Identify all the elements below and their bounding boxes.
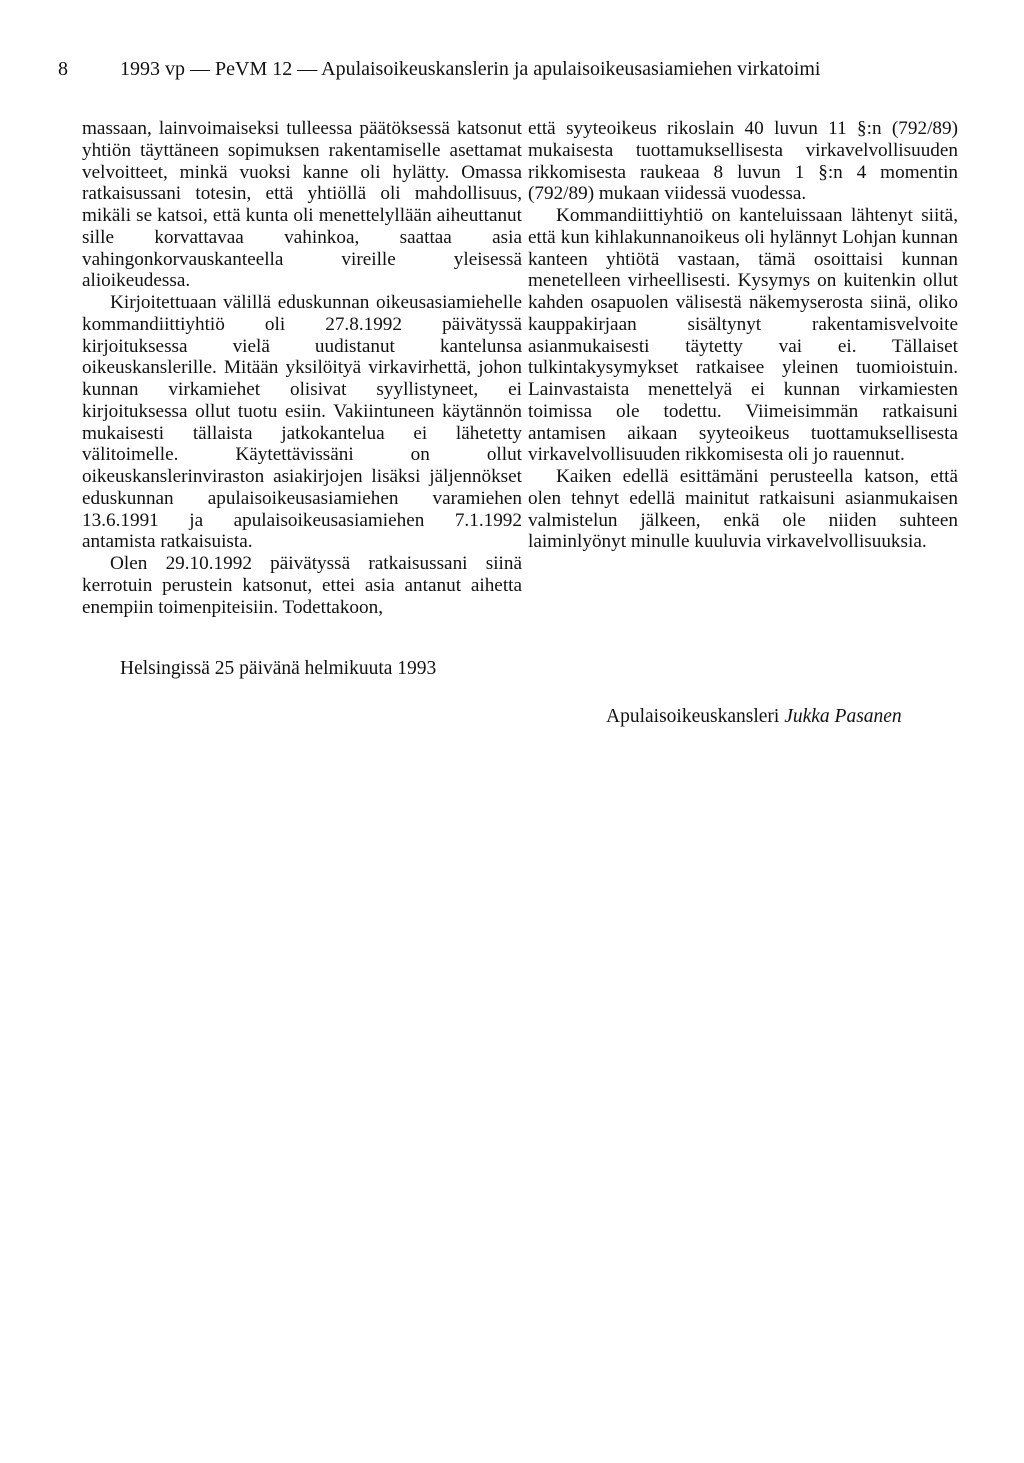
- signature-line: [606, 706, 902, 728]
- left-column: [82, 118, 522, 618]
- right-paragraph-3: Kaiken edellä esittämäni perusteella katson, että olen tehnyt edellä mainitut ratkaisuni asianmukaisen valmistelun jälkeen, enkä ole niiden suhteen laiminlyönyt minulle kuuluvia virkavelvollisuuksia.: [528, 466, 958, 553]
- page-header: [58, 58, 958, 88]
- signer-name: Jukka Pasanen: [784, 706, 902, 727]
- right-paragraph-1: että syyteoikeus rikoslain 40 luvun 11 §:n (792/89) mukaisesta tuottamuksellisesta virkavelvollisuuden rikkomisesta raukeaa 8 luvun 1 §:n 4 momentin (792/89) mukaan viidessä vuodessa.: [528, 118, 958, 205]
- left-paragraph-1: massaan, lainvoimaiseksi tulleessa päätöksessä katsonut yhtiön täyttäneen sopimuksen rakentamiselle asettamat velvoitteet, minkä vuoksi kanne oli hylätty. Omassa ratkaisussani totesin, että yhtiöllä oli mahdollisuus, mikäli se katsoi, että kunta oli menettelyllään aiheuttanut sille korvattavaa vahinkoa, saattaa asia vahingonkorvauskanteella vireille yleisessä alioikeudessa.: [82, 118, 522, 292]
- place-and-date: Helsingissä 25 päivänä helmikuuta 1993: [120, 658, 437, 679]
- left-paragraph-3: Olen 29.10.1992 päivätyssä ratkaisussani siinä kerrotuin perustein katsonut, ettei asia antanut aihetta enempiin toimenpiteisiin. Todettakoon,: [82, 553, 522, 618]
- right-paragraph-2: Kommandiittiyhtiö on kanteluissaan lähtenyt siitä, että kun kihlakunnanoikeus oli hylännyt Lohjan kunnan kanteen yhtiötä vastaan, tämä osoittaisi kunnan menetelleen virheellisesti. Kysymys on kuitenkin ollut kahden osapuolen välisestä näkemyserosta siinä, oliko kauppakirjaan sisältynyt rakentamisvelvoite asianmukaisesti täytetty vai ei. Tällaiset tulkintakysymykset ratkaisee yleinen tuomioistuin. Lainvastaista menettelyä ei kunnan virkamiesten toimissa ole todettu. Viimeisimmän ratkaisuni antamisen aikaan syyteoikeus tuottamuksellisesta virkavelvollisuuden rikkomisesta oli jo rauennut.: [528, 205, 958, 466]
- right-column: [528, 118, 958, 553]
- page-number: 8: [58, 58, 68, 80]
- signer-title: Apulaisoikeuskansleri: [606, 706, 780, 727]
- left-paragraph-2: Kirjoitettuaan välillä eduskunnan oikeusasiamiehelle kommandiittiyhtiö oli 27.8.1992 päivätyssä kirjoituksessa vielä uudistanut kantelunsa oikeuskanslerille. Mitään yksilöityä virkavirhettä, johon kunnan virkamiehet olisivat syyllistyneet, ei kirjoituksessa ollut tuotu esiin. Vakiintuneen käytännön mukaisesti tällaista jatkokantelua ei lähetetty välitoimelle. Käytettävissäni on ollut oikeuskanslerinviraston asiakirjojen lisäksi jäljennökset eduskunnan apulaisoikeusasiamiehen varamiehen 13.6.1991 ja apulaisoikeusasiamiehen 7.1.1992 antamista ratkaisuista.: [82, 292, 522, 553]
- running-title: 1993 vp — PeVM 12 — Apulaisoikeuskanslerin ja apulaisoikeusasiamiehen virkatoimi: [120, 58, 821, 80]
